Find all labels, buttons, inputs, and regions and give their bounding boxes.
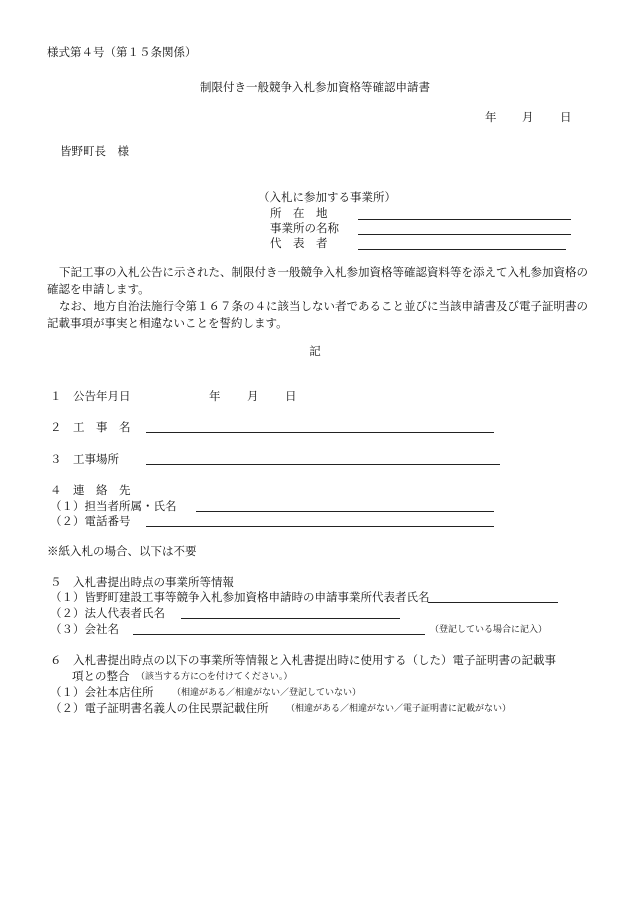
- business-name-label: 事業所の名称: [270, 221, 339, 235]
- section6-sub2-options: （相違がある／相違がない／電子証明書に記載がない）: [286, 704, 512, 714]
- phone-field-line[interactable]: [146, 526, 494, 527]
- item3-label: ３ 工事場所: [50, 452, 119, 466]
- representative-field-line[interactable]: [358, 249, 566, 250]
- item1-label: １ 公告年月日: [50, 389, 131, 403]
- representative-label: 代 表 者: [270, 236, 328, 250]
- item4-label: ４ 連 絡 先: [50, 483, 131, 497]
- corporate-representative-field-line[interactable]: [181, 618, 400, 619]
- ki-heading: 記: [309, 344, 321, 358]
- address-field-line[interactable]: [358, 219, 571, 220]
- section5-sub1: （１）皆野町建設工事等競争入札参加資格申請時の申請事業所代表者氏名: [50, 590, 430, 604]
- date-month: 月: [522, 110, 534, 124]
- project-location-field-line[interactable]: [146, 464, 500, 465]
- section6-title-line2: 項との整合: [72, 669, 130, 683]
- project-name-field-line[interactable]: [146, 432, 494, 433]
- item2-label: ２ 工 事 名: [50, 420, 131, 434]
- phone-label: （２）電話番号: [50, 514, 131, 528]
- business-name-field-line[interactable]: [358, 234, 571, 235]
- form-number: 様式第４号（第１５条関係）: [47, 45, 197, 59]
- body-paragraph-2: なお、地方自治法施行令第１６７条の４に該当しない者であること並びに当該申請書及び電子証明書の記載事項が事実と相違ないことを誓約します。: [47, 299, 588, 330]
- section5-sub3-note: （登記している場合に記入）: [430, 625, 548, 635]
- applicant-representative-field-line[interactable]: [428, 602, 558, 603]
- item1-day: 日: [285, 389, 297, 403]
- contact-person-field-line[interactable]: [196, 511, 494, 512]
- company-name-field-line[interactable]: [133, 634, 425, 635]
- paper-bid-note: ※紙入札の場合、以下は不要: [47, 544, 197, 558]
- address-label: 所 在 地: [270, 206, 328, 220]
- date-day: 日: [560, 110, 572, 124]
- section6-sub1-options: （相違がある／相違がない／登記していない）: [172, 688, 362, 698]
- body-paragraph-1: 下記工事の入札公告に示された、制限付き一般競争入札参加資格等確認資料等を添えて入札参加資格の確認を申請します。: [47, 265, 588, 296]
- section5-title: ５ 入札書提出時点の事業所等情報: [50, 575, 234, 589]
- section6-sub1: （１）会社本店住所: [50, 685, 154, 699]
- item1-month: 月: [247, 389, 259, 403]
- section6-title-note: （該当する方に○を付けてください。）: [136, 672, 293, 682]
- section6-title-line1: ６ 入札書提出時点の以下の事業所等情報と入札書提出時に使用する（した）電子証明書の記載事: [50, 653, 556, 667]
- date-year: 年: [485, 110, 497, 124]
- section6-sub2: （２）電子証明書名義人の住民票記載住所: [50, 701, 269, 715]
- document-title: 制限付き一般競争入札参加資格等確認申請書: [200, 80, 430, 94]
- section5-sub3: （３）会社名: [50, 622, 119, 636]
- item1-year: 年: [209, 389, 221, 403]
- contact-person-label: （１）担当者所属・氏名: [50, 499, 177, 513]
- section5-sub2: （２）法人代表者氏名: [50, 606, 165, 620]
- applicant-heading: （入札に参加する事業所）: [258, 190, 396, 204]
- addressee: 皆野町長 様: [60, 144, 129, 158]
